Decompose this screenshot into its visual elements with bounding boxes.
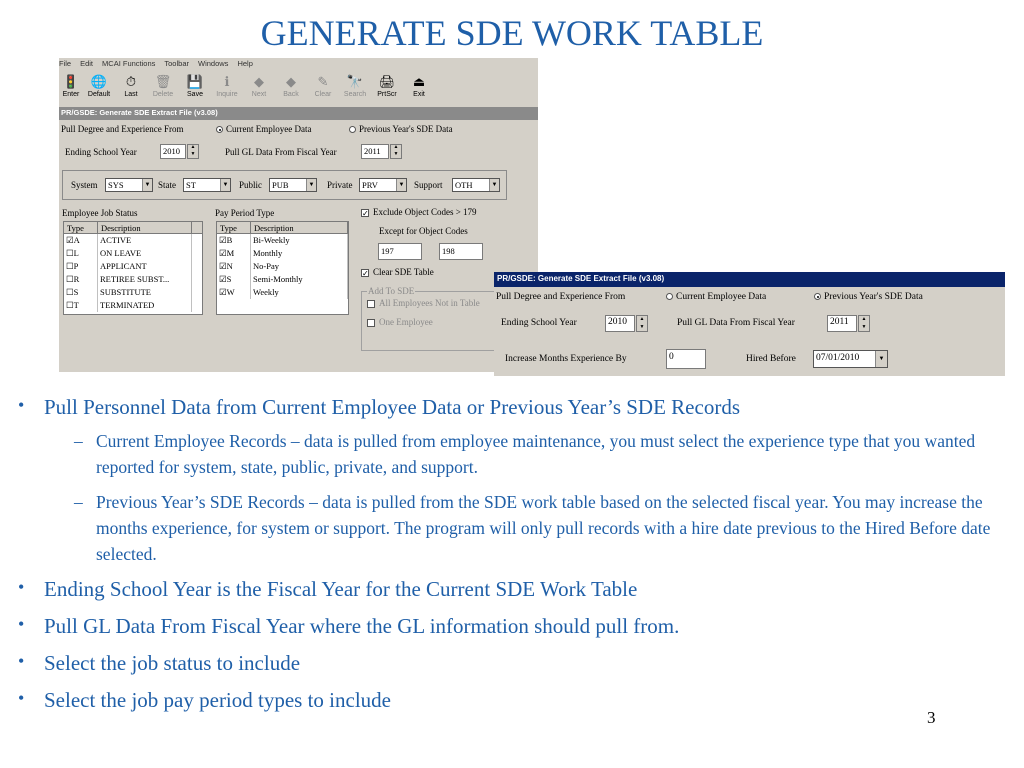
spin-arrows-icon[interactable]: ▲ ▼ xyxy=(636,315,648,332)
trash-icon: 🗑 xyxy=(154,74,172,89)
table-row[interactable]: ☑N No-Pay xyxy=(217,260,348,273)
chevron-down-icon: ▼ xyxy=(220,179,230,191)
chevron-down-icon: ▼ xyxy=(489,179,499,191)
checkbox-icon xyxy=(367,319,375,327)
pull-from-label: Pull Degree and Experience From xyxy=(496,292,626,302)
gl-year-spinner[interactable]: 2011 ▲ ▼ xyxy=(827,315,857,332)
checkbox-icon[interactable]: ☑ xyxy=(219,274,227,284)
checkbox-icon[interactable]: ☐ xyxy=(66,287,74,297)
clear-button[interactable]: ✎ Clear xyxy=(314,74,332,98)
window-title: PR/GSDE: Generate SDE Extract File (v3.08) xyxy=(494,272,1005,287)
radio-off-icon xyxy=(349,126,356,133)
public-select[interactable]: PUB ▼ xyxy=(269,178,317,192)
pull-from-label: Pull Degree and Experience From xyxy=(61,124,184,134)
job-status-label: Employee Job Status xyxy=(62,208,138,218)
window-title: PR/GSDE: Generate SDE Extract File (v3.08) xyxy=(59,107,538,120)
gl-year-spinner[interactable]: 2011 ▲ ▼ xyxy=(361,144,389,159)
except-code-2-input[interactable]: 198 xyxy=(439,243,483,260)
diamond-icon: ◆ xyxy=(286,74,296,89)
chevron-down-icon: ▼ xyxy=(396,179,406,191)
exit-icon: ⏏ xyxy=(412,74,426,89)
checkbox-checked-icon: ✓ xyxy=(362,268,369,278)
table-row[interactable]: ☐R RETIREE SUBST... xyxy=(64,273,202,286)
gl-year-label: Pull GL Data From Fiscal Year xyxy=(677,318,795,328)
column-header: Type xyxy=(64,222,98,233)
checkbox-checked-icon: ✓ xyxy=(362,208,369,218)
gl-year-label: Pull GL Data From Fiscal Year xyxy=(225,147,337,157)
support-select[interactable]: OTH ▼ xyxy=(452,178,500,192)
private-select[interactable]: PRV ▼ xyxy=(359,178,407,192)
print-screen-button[interactable]: 🖨 PrtScr xyxy=(377,74,397,98)
table-row[interactable]: ☐T TERMINATED xyxy=(64,299,202,312)
ending-year-spinner[interactable]: 2010 ▲ ▼ xyxy=(160,144,186,159)
chevron-down-icon: ▼ xyxy=(306,179,316,191)
increase-months-input[interactable]: 0 xyxy=(666,349,706,369)
state-select[interactable]: ST ▼ xyxy=(183,178,231,192)
table-row[interactable]: ☐S SUBSTITUTE xyxy=(64,286,202,299)
checkbox-icon[interactable]: ☑ xyxy=(219,235,227,245)
add-to-sde-label: Add To SDE xyxy=(368,286,415,296)
floppy-icon: 💾 xyxy=(186,74,204,89)
hired-before-label: Hired Before xyxy=(746,354,796,364)
app-screenshot-main xyxy=(59,58,538,372)
last-button[interactable]: ⏱ Last xyxy=(124,74,138,98)
increase-months-label: Increase Months Experience By xyxy=(505,354,627,364)
except-codes-label: Except for Object Codes xyxy=(379,226,468,236)
traffic-light-icon: 🚦 xyxy=(62,74,80,89)
radio-off-icon xyxy=(666,293,673,300)
exit-button[interactable]: ⏏ Exit xyxy=(412,74,426,98)
system-label: System xyxy=(71,180,98,190)
save-button[interactable]: 💾 Save xyxy=(186,74,204,98)
info-icon: ℹ xyxy=(224,74,230,89)
sub-bullet-previous-year: – Previous Year’s SDE Records – data is pulled from the SDE work table based on the selected fiscal year. You may increase the months experience, for system or support. The program will only pull records with a hire date previous to the Hired Before date selected. xyxy=(96,489,1010,567)
menu-windows[interactable]: Windows xyxy=(198,59,229,68)
except-code-1-input[interactable]: 197 xyxy=(378,243,422,260)
app-screenshot-previous-year xyxy=(494,272,1005,376)
checkbox-icon[interactable]: ☑ xyxy=(219,261,227,271)
menu-edit[interactable]: Edit xyxy=(80,59,94,68)
chevron-down-icon: ▼ xyxy=(875,351,887,367)
radio-current-employee[interactable]: Current Employee Data xyxy=(666,292,766,302)
column-header: Type xyxy=(217,222,251,233)
delete-button[interactable]: 🗑 Delete xyxy=(152,74,174,98)
radio-previous-year[interactable]: Previous Year's SDE Data xyxy=(814,292,923,302)
public-label: Public xyxy=(239,180,263,190)
diamond-icon: ◆ xyxy=(254,74,264,89)
pay-period-label: Pay Period Type xyxy=(215,208,275,218)
enter-button[interactable]: 🚦 Enter xyxy=(62,74,80,98)
pay-period-table xyxy=(216,221,349,315)
radio-on-icon xyxy=(814,293,821,300)
binoculars-icon: 🔭 xyxy=(346,74,364,89)
bullet-pull-personnel: • Pull Personnel Data from Current Employee Data or Previous Year’s SDE Records xyxy=(44,395,740,420)
wand-icon: ✎ xyxy=(317,74,329,89)
system-select[interactable]: SYS ▼ xyxy=(105,178,153,192)
radio-current-employee[interactable]: Current Employee Data xyxy=(216,124,311,134)
table-row[interactable]: ☑S Semi-Monthly xyxy=(217,273,348,286)
menu-help[interactable]: Help xyxy=(237,59,253,68)
radio-previous-year[interactable]: Previous Year's SDE Data xyxy=(349,124,453,134)
printer-icon: 🖨 xyxy=(378,74,396,89)
table-row[interactable]: ☑M Monthly xyxy=(217,247,348,260)
bullet-pay-period: • Select the job pay period types to include xyxy=(44,688,391,713)
spin-arrows-icon[interactable]: ▲ ▼ xyxy=(858,315,870,332)
menu-toolbar[interactable]: Toolbar xyxy=(164,59,189,68)
back-button[interactable]: ◆ Back xyxy=(283,74,299,98)
checkbox-icon[interactable]: ☑ xyxy=(66,235,74,245)
menu-bar xyxy=(59,58,538,72)
support-label: Support xyxy=(414,180,443,190)
checkbox-icon[interactable]: ☐ xyxy=(66,261,74,271)
bullet-job-status: • Select the job status to include xyxy=(44,651,300,676)
private-label: Private xyxy=(327,180,353,190)
bullet-pull-gl: • Pull GL Data From Fiscal Year where the GL information should pull from. xyxy=(44,614,679,639)
radio-on-icon xyxy=(216,126,223,133)
globe-icon: 🌐 xyxy=(90,74,108,89)
bullet-ending-school-year: • Ending School Year is the Fiscal Year for the Current SDE Work Table xyxy=(44,577,637,602)
menu-file[interactable]: File xyxy=(59,59,72,68)
slide-title: GENERATE SDE WORK TABLE xyxy=(260,13,764,53)
checkbox-icon[interactable]: ☑ xyxy=(219,248,227,258)
clear-sde-checkbox[interactable]: ✓ Clear SDE Table xyxy=(362,267,434,278)
table-row[interactable]: ☑W Weekly xyxy=(217,286,348,299)
checkbox-icon xyxy=(367,300,375,308)
spin-arrows-icon[interactable]: ▲ ▼ xyxy=(187,144,199,159)
menu-mcai-functions[interactable]: MCAI Functions xyxy=(102,59,156,68)
checkbox-icon[interactable]: ☑ xyxy=(219,287,227,297)
checkbox-icon[interactable]: ☐ xyxy=(66,274,74,284)
one-employee-checkbox[interactable]: One Employee xyxy=(367,317,433,327)
ending-year-label: Ending School Year xyxy=(501,318,577,328)
default-button[interactable]: 🌐 Default xyxy=(87,74,111,98)
table-row[interactable]: ☐L ON LEAVE xyxy=(64,247,202,260)
all-employees-checkbox[interactable]: All Employees Not in Table xyxy=(367,298,480,308)
hired-before-select[interactable]: 07/01/2010 ▼ xyxy=(813,350,888,368)
table-row[interactable]: ☑A ACTIVE xyxy=(64,234,202,247)
ending-year-spinner[interactable]: 2010 ▲ ▼ xyxy=(605,315,635,332)
toolbar xyxy=(59,73,538,103)
column-header: Description xyxy=(251,222,348,233)
chevron-down-icon: ▼ xyxy=(142,179,152,191)
search-button[interactable]: 🔭 Search xyxy=(343,74,367,98)
table-row[interactable]: ☐P APPLICANT xyxy=(64,260,202,273)
table-row[interactable]: ☑B Bi-Weekly xyxy=(217,234,348,247)
job-status-table xyxy=(63,221,203,315)
next-button[interactable]: ◆ Next xyxy=(251,74,267,98)
spin-arrows-icon[interactable]: ▲ ▼ xyxy=(390,144,402,159)
page-number: 3 xyxy=(927,708,936,727)
exclude-codes-checkbox[interactable]: ✓ Exclude Object Codes > 179 xyxy=(362,207,477,218)
ending-year-label: Ending School Year xyxy=(65,147,137,157)
clock-icon: ⏱ xyxy=(125,74,137,89)
state-label: State xyxy=(158,180,176,190)
checkbox-icon[interactable]: ☐ xyxy=(66,300,74,310)
column-header: Description xyxy=(98,222,192,233)
inquire-button[interactable]: ℹ Inquire xyxy=(216,74,238,98)
sub-bullet-current-employee: – Current Employee Records – data is pulled from employee maintenance, you must select the experience type that you wanted reported for system, state, public, private, and support. xyxy=(96,428,1010,480)
checkbox-icon[interactable]: ☐ xyxy=(66,248,74,258)
